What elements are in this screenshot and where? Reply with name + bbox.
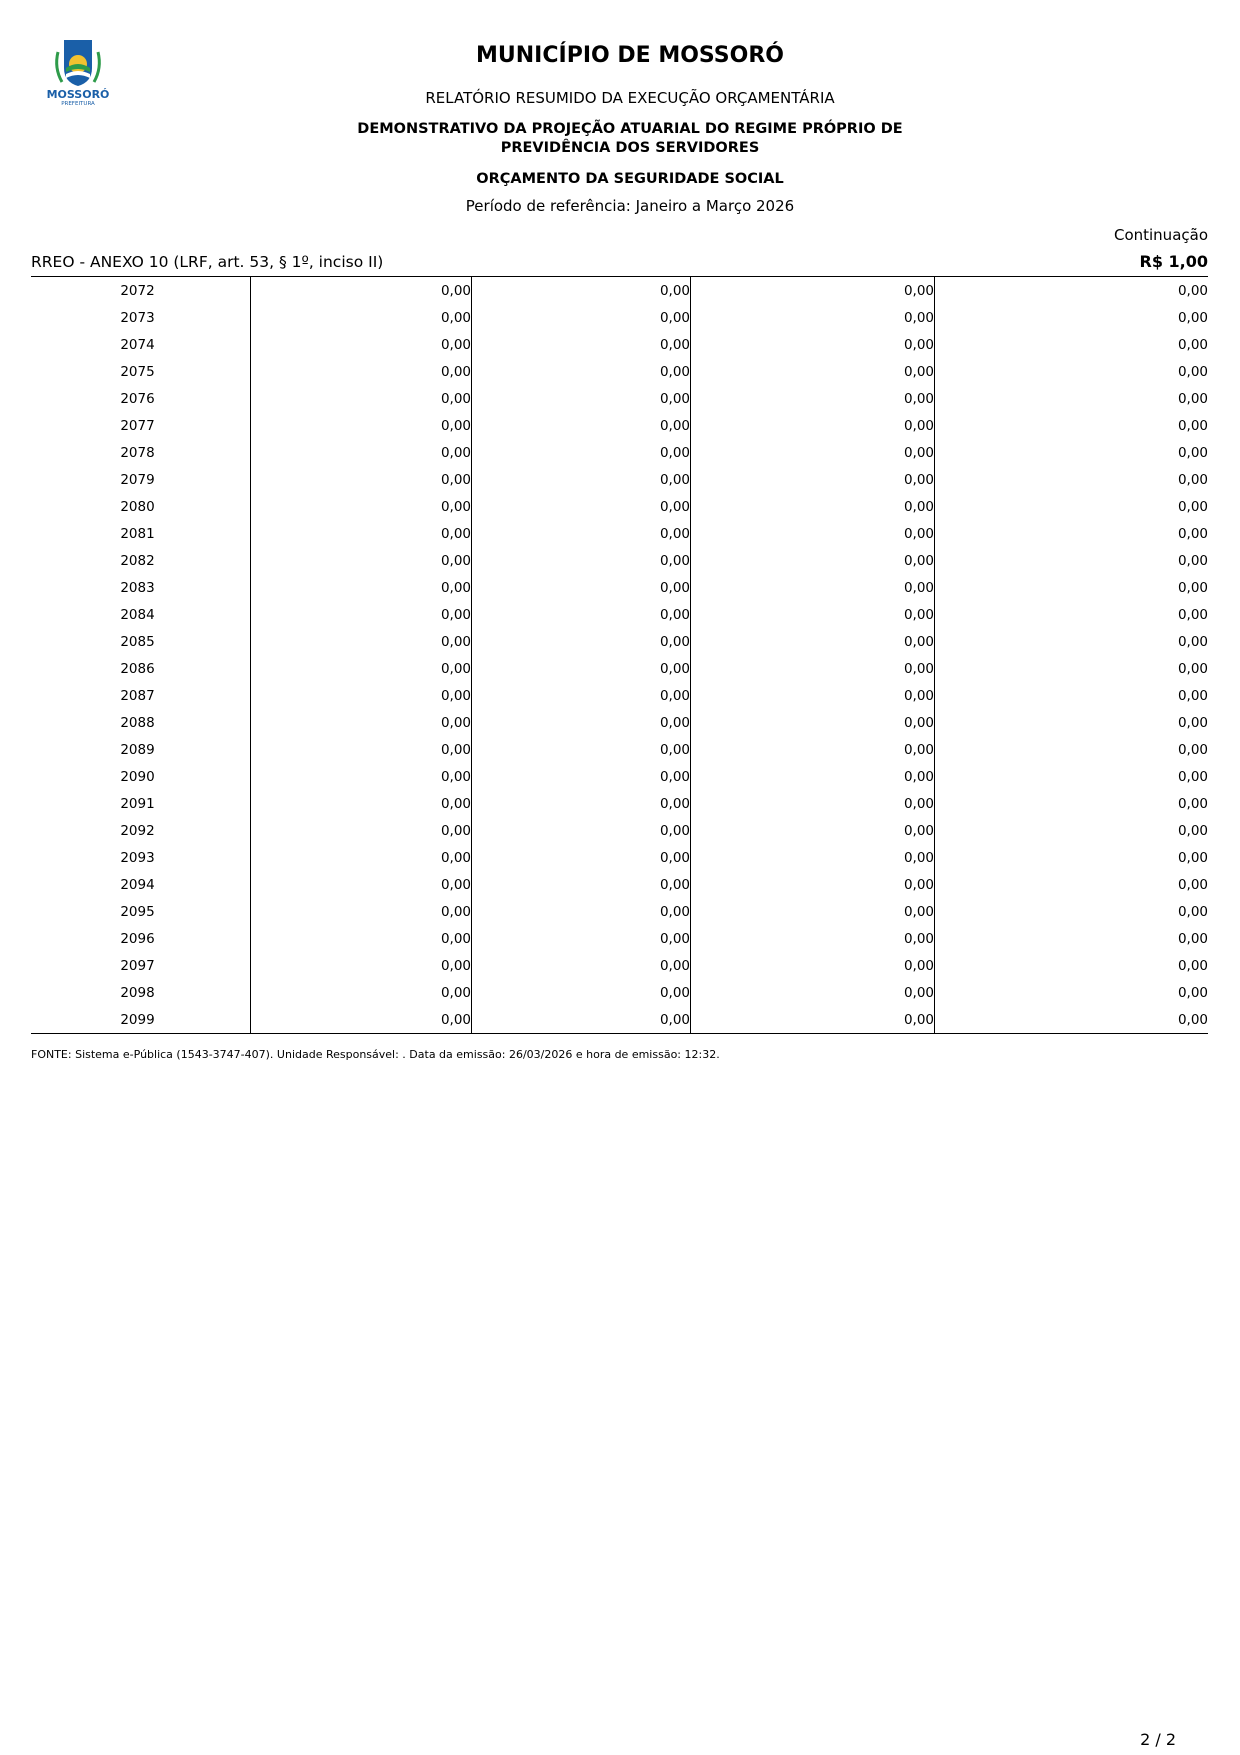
value-cell-3: 0,00 (691, 925, 935, 952)
currency-unit: R$ 1,00 (1139, 252, 1208, 271)
svg-text:PREFEITURA: PREFEITURA (61, 101, 95, 106)
table-row (31, 925, 1208, 952)
value-cell-3: 0,00 (691, 817, 935, 844)
year-cell: 2080 (31, 493, 251, 520)
value-cell-4: 0,00 (1177, 903, 1208, 920)
value-cell-3: 0,00 (691, 331, 935, 358)
value-cell-4: 0,00 (1177, 876, 1208, 893)
value-cell-1: 0,00 (251, 979, 472, 1006)
table-row (31, 358, 1208, 385)
annex-reference: RREO - ANEXO 10 (LRF, art. 53, § 1º, inciso II) (31, 253, 384, 271)
table-row (31, 439, 1208, 466)
value-cell-3: 0,00 (691, 979, 935, 1006)
value-cell-2: 0,00 (472, 304, 691, 331)
year-cell: 2079 (31, 466, 251, 493)
table-row (31, 277, 1208, 305)
value-cell-1: 0,00 (251, 709, 472, 736)
value-cell-3: 0,00 (691, 493, 935, 520)
value-cell-3: 0,00 (691, 952, 935, 979)
value-cell-4: 0,00 (1177, 768, 1208, 785)
value-cell-1: 0,00 (251, 790, 472, 817)
value-cell-1: 0,00 (251, 547, 472, 574)
year-cell: 2091 (31, 790, 251, 817)
value-cell-4: 0,00 (1177, 525, 1208, 542)
table-row (31, 763, 1208, 790)
table-row (31, 385, 1208, 412)
value-cell-2: 0,00 (472, 574, 691, 601)
table-row (31, 628, 1208, 655)
table-row (31, 709, 1208, 736)
value-cell-2: 0,00 (472, 655, 691, 682)
value-cell-3: 0,00 (691, 655, 935, 682)
year-cell: 2090 (31, 763, 251, 790)
value-cell-2: 0,00 (472, 979, 691, 1006)
value-cell-2: 0,00 (472, 466, 691, 493)
svg-text:MOSSORÓ: MOSSORÓ (46, 88, 110, 101)
value-cell-4: 0,00 (1177, 930, 1208, 947)
value-cell-1: 0,00 (251, 493, 472, 520)
value-cell-3: 0,00 (691, 385, 935, 412)
projection-table-body (31, 277, 1208, 1034)
report-name: RELATÓRIO RESUMIDO DA EXECUÇÃO ORÇAMENTÁRIA (425, 89, 835, 107)
value-cell-2: 0,00 (472, 520, 691, 547)
value-cell-3: 0,00 (691, 601, 935, 628)
year-cell: 2093 (31, 844, 251, 871)
value-cell-1: 0,00 (251, 1006, 472, 1034)
value-cell-2: 0,00 (472, 871, 691, 898)
year-cell: 2083 (31, 574, 251, 601)
value-cell-3: 0,00 (691, 412, 935, 439)
table-row (31, 736, 1208, 763)
value-cell-4: 0,00 (1177, 795, 1208, 812)
table-row (31, 952, 1208, 979)
value-cell-1: 0,00 (251, 763, 472, 790)
value-cell-2: 0,00 (472, 925, 691, 952)
value-cell-4: 0,00 (1177, 606, 1208, 623)
table-row (31, 574, 1208, 601)
value-cell-2: 0,00 (472, 439, 691, 466)
value-cell-4: 0,00 (1177, 633, 1208, 650)
value-cell-3: 0,00 (691, 358, 935, 385)
value-cell-1: 0,00 (251, 844, 472, 871)
value-cell-1: 0,00 (251, 385, 472, 412)
value-cell-1: 0,00 (251, 925, 472, 952)
value-cell-4: 0,00 (1177, 336, 1208, 353)
value-cell-2: 0,00 (472, 628, 691, 655)
value-cell-3: 0,00 (691, 682, 935, 709)
value-cell-2: 0,00 (472, 682, 691, 709)
table-row (31, 412, 1208, 439)
value-cell-2: 0,00 (472, 709, 691, 736)
value-cell-2: 0,00 (472, 601, 691, 628)
value-cell-3: 0,00 (691, 790, 935, 817)
year-cell: 2097 (31, 952, 251, 979)
value-cell-4: 0,00 (1177, 444, 1208, 461)
value-cell-4: 0,00 (1177, 714, 1208, 731)
value-cell-2: 0,00 (472, 1006, 691, 1034)
year-cell: 2087 (31, 682, 251, 709)
year-cell: 2078 (31, 439, 251, 466)
value-cell-4: 0,00 (1177, 849, 1208, 866)
value-cell-1: 0,00 (251, 358, 472, 385)
continuation-label: Continuação (1113, 226, 1208, 244)
value-cell-3: 0,00 (691, 709, 935, 736)
value-cell-3: 0,00 (691, 466, 935, 493)
year-cell: 2085 (31, 628, 251, 655)
value-cell-4: 0,00 (1177, 390, 1208, 407)
year-cell: 2082 (31, 547, 251, 574)
value-cell-4: 0,00 (1177, 984, 1208, 1001)
year-cell: 2076 (31, 385, 251, 412)
table-row (31, 844, 1208, 871)
budget-title: ORÇAMENTO DA SEGURIDADE SOCIAL (476, 171, 784, 187)
source-note: FONTE: Sistema e-Pública (1543-3747-407). Unidade Responsável: . Data da emissão: 26/03/2026 e hora de emissão: 12:32. (31, 1048, 720, 1061)
value-cell-1: 0,00 (251, 817, 472, 844)
statement-title (10, 120, 1240, 158)
value-cell-1: 0,00 (251, 574, 472, 601)
table-row (31, 817, 1208, 844)
value-cell-4: 0,00 (1177, 822, 1208, 839)
table-row (31, 547, 1208, 574)
table-row (31, 682, 1208, 709)
year-cell: 2098 (31, 979, 251, 1006)
year-cell: 2084 (31, 601, 251, 628)
year-cell: 2081 (31, 520, 251, 547)
value-cell-4: 0,00 (1177, 498, 1208, 515)
value-cell-2: 0,00 (472, 898, 691, 925)
value-cell-1: 0,00 (251, 520, 472, 547)
year-cell: 2072 (31, 277, 251, 305)
year-cell: 2089 (31, 736, 251, 763)
value-cell-1: 0,00 (251, 655, 472, 682)
value-cell-1: 0,00 (251, 736, 472, 763)
value-cell-2: 0,00 (472, 736, 691, 763)
value-cell-3: 0,00 (691, 520, 935, 547)
table-row (31, 655, 1208, 682)
value-cell-1: 0,00 (251, 628, 472, 655)
year-cell: 2092 (31, 817, 251, 844)
value-cell-1: 0,00 (251, 466, 472, 493)
year-cell: 2094 (31, 871, 251, 898)
value-cell-3: 0,00 (691, 628, 935, 655)
value-cell-3: 0,00 (691, 844, 935, 871)
table-row (31, 898, 1208, 925)
value-cell-2: 0,00 (472, 763, 691, 790)
value-cell-2: 0,00 (472, 493, 691, 520)
value-cell-4: 0,00 (1177, 363, 1208, 380)
value-cell-2: 0,00 (472, 277, 691, 305)
value-cell-4: 0,00 (1177, 741, 1208, 758)
value-cell-2: 0,00 (472, 547, 691, 574)
value-cell-4: 0,00 (1177, 552, 1208, 569)
year-cell: 2075 (31, 358, 251, 385)
value-cell-3: 0,00 (691, 547, 935, 574)
value-cell-4: 0,00 (1177, 417, 1208, 434)
value-cell-3: 0,00 (691, 736, 935, 763)
value-cell-3: 0,00 (691, 277, 935, 305)
table-row (31, 601, 1208, 628)
statement-title-line1: DEMONSTRATIVO DA PROJEÇÃO ATUARIAL DO REGIME PRÓPRIO DE (357, 121, 903, 137)
value-cell-4: 0,00 (1177, 579, 1208, 596)
value-cell-4: 0,00 (1177, 282, 1208, 299)
year-cell: 2077 (31, 412, 251, 439)
year-cell: 2074 (31, 331, 251, 358)
value-cell-4: 0,00 (1177, 471, 1208, 488)
value-cell-1: 0,00 (251, 412, 472, 439)
value-cell-1: 0,00 (251, 682, 472, 709)
value-cell-3: 0,00 (691, 1006, 935, 1034)
year-cell: 2073 (31, 304, 251, 331)
value-cell-4: 0,00 (1177, 309, 1208, 326)
value-cell-3: 0,00 (691, 871, 935, 898)
value-cell-1: 0,00 (251, 331, 472, 358)
year-cell: 2096 (31, 925, 251, 952)
value-cell-1: 0,00 (251, 952, 472, 979)
table-row (31, 466, 1208, 493)
value-cell-2: 0,00 (472, 331, 691, 358)
projection-table (31, 276, 1208, 1034)
value-cell-3: 0,00 (691, 304, 935, 331)
table-row (31, 520, 1208, 547)
table-row (31, 790, 1208, 817)
value-cell-4: 0,00 (1177, 1011, 1208, 1028)
table-row (31, 871, 1208, 898)
reference-period: Período de referência: Janeiro a Março 2026 (465, 197, 795, 215)
value-cell-3: 0,00 (691, 763, 935, 790)
year-cell: 2095 (31, 898, 251, 925)
value-cell-4: 0,00 (1177, 687, 1208, 704)
value-cell-2: 0,00 (472, 844, 691, 871)
value-cell-2: 0,00 (472, 817, 691, 844)
year-cell: 2088 (31, 709, 251, 736)
table-row (31, 331, 1208, 358)
value-cell-2: 0,00 (472, 790, 691, 817)
table-row (31, 1006, 1208, 1034)
value-cell-1: 0,00 (251, 898, 472, 925)
page-title: MUNICÍPIO DE MOSSORÓ (476, 43, 784, 68)
table-row (31, 979, 1208, 1006)
value-cell-3: 0,00 (691, 439, 935, 466)
value-cell-2: 0,00 (472, 412, 691, 439)
value-cell-3: 0,00 (691, 898, 935, 925)
value-cell-1: 0,00 (251, 871, 472, 898)
value-cell-2: 0,00 (472, 358, 691, 385)
value-cell-1: 0,00 (251, 304, 472, 331)
table-row (31, 304, 1208, 331)
year-cell: 2086 (31, 655, 251, 682)
value-cell-1: 0,00 (251, 277, 472, 305)
value-cell-1: 0,00 (251, 439, 472, 466)
value-cell-3: 0,00 (691, 574, 935, 601)
value-cell-4: 0,00 (1177, 957, 1208, 974)
year-cell: 2099 (31, 1006, 251, 1034)
table-row (31, 493, 1208, 520)
value-cell-4: 0,00 (1177, 660, 1208, 677)
statement-title-line2: PREVIDÊNCIA DOS SERVIDORES (500, 140, 760, 156)
value-cell-1: 0,00 (251, 601, 472, 628)
value-cell-2: 0,00 (472, 385, 691, 412)
page-number: 2 / 2 (1140, 1730, 1176, 1749)
value-cell-2: 0,00 (472, 952, 691, 979)
